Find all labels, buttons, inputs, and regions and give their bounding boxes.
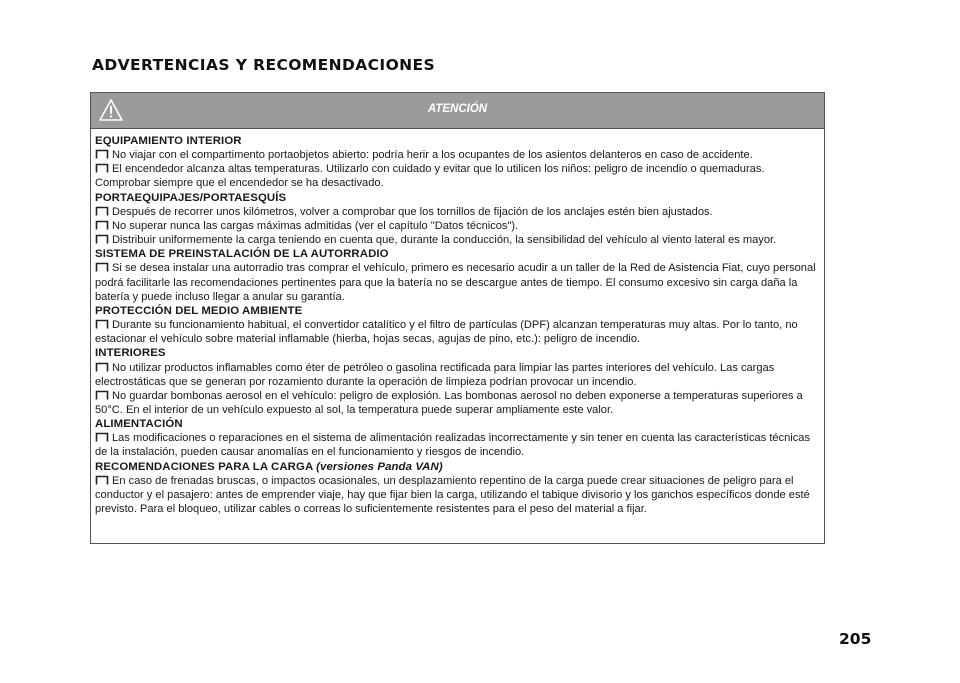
list-item: [95, 162, 819, 190]
section-title: SISTEMA DE PREINSTALACIÓN DE LA AUTORRADIO: [95, 248, 389, 261]
arrow-bullet-icon: [95, 390, 109, 400]
item-text: No viajar con el compartimento portaobjetos abierto: podría herir a los ocupantes de los asientos delanteros en caso de accidente.: [112, 149, 753, 162]
section-title: [95, 460, 819, 474]
arrow-bullet-icon: [95, 220, 109, 230]
page-heading: ADVERTENCIAS Y RECOMENDACIONES: [92, 56, 436, 74]
list-item: [95, 261, 819, 303]
item-text: Después de recorrer unos kilómetros, volver a comprobar que los tornillos de fijación de los anclajes estén bien ajustados.: [112, 205, 713, 218]
page-number: 205: [839, 630, 872, 648]
arrow-bullet-icon: [95, 362, 109, 372]
warning-box: [90, 92, 825, 544]
section-title: EQUIPAMIENTO INTERIOR: [95, 135, 242, 147]
arrow-bullet-icon: [95, 475, 109, 485]
item-text: En caso de frenadas bruscas, o impactos ocasionales, un desplazamiento repentino de la carga puede crear situaciones de peligro para el conductor y el pasajero: antes de emprender viaje, hay que fijar bien la carga, utilizando el tabique divisorio y los ganchos específicos donde esté previsto. Para el bloqueo, utilizar cables o correas lo suficientemente resistentes para el peso del material a fijar.: [95, 474, 810, 516]
list-item: [95, 233, 819, 247]
list-item: [95, 361, 819, 389]
list-item: [95, 389, 819, 417]
section-title: PROTECCIÓN DEL MEDIO AMBIENTE: [95, 304, 303, 317]
list-item: [95, 431, 819, 459]
arrow-bullet-icon: [95, 432, 109, 442]
item-text: Si se desea instalar una autorradio tras comprar el vehículo, primero es necesario acudir a un taller de la Red de Asistencia Fiat, cuyo personal podrá facilitarle las recomendaciones pertinentes para que la batería no se descargue antes de tiempo. El consumo excesivo sin carga daña la batería y puede incluso llegar a anular su garantía.: [95, 262, 816, 303]
item-text: No utilizar productos inflamables como éter de petróleo o gasolina rectificada para limpiar las partes interiores del vehículo. Las cargas electrostáticas que se generan por rozamiento durante la operación de limpieza podrían provocar un incendio.: [95, 361, 775, 388]
arrow-bullet-icon: [95, 163, 109, 173]
section-title-suffix: (versiones Panda VAN): [316, 460, 443, 473]
warning-body: [91, 129, 824, 516]
arrow-bullet-icon: [95, 206, 109, 216]
warning-header: [91, 93, 824, 129]
warning-title: ATENCIÓN: [427, 103, 488, 115]
section-title: ALIMENTACIÓN: [95, 418, 183, 431]
item-text: No guardar bombonas aerosol en el vehículo: peligro de explosión. Las bombonas aerosol no deben exponerse a temperaturas superiores a 50°C. En el interior de un vehículo expuesto al sol, la temperatura puede superar ampliamente este valor.: [95, 389, 803, 416]
item-text: Durante su funcionamiento habitual, el convertidor catalítico y el filtro de partículas (DPF) alcanzan temperaturas muy altas. Por lo tanto, no estacionar el vehículo sobre material inflamable (hierba, hojas secas, agujas de pino, etc.): peligro de incendio.: [95, 319, 798, 346]
list-item: [95, 474, 819, 516]
list-item: [95, 219, 819, 233]
list-item: [95, 148, 819, 162]
arrow-bullet-icon: [95, 319, 109, 329]
arrow-bullet-icon: [95, 149, 109, 159]
item-text: Las modificaciones o reparaciones en el sistema de alimentación realizadas incorrectamente y sin tener en cuenta las características técnicas de la instalación, pueden causar anomalías en el funcionamiento y riesgos de incendio.: [95, 432, 811, 459]
section-title-text: RECOMENDACIONES PARA LA CARGA: [95, 460, 313, 473]
item-text: No superar nunca las cargas máximas admitidas (ver el capítulo "Datos técnicos").: [112, 219, 519, 232]
arrow-bullet-icon: [95, 262, 109, 272]
section-title: PORTAEQUIPAJES/PORTAESQUÍS: [95, 191, 287, 204]
list-item: [95, 318, 819, 346]
item-text: El encendedor alcanza altas temperaturas. Utilizarlo con cuidado y evitar que lo utilicen los niños: peligro de incendio o quemaduras. Comprobar siempre que el encendedor se ha desactivado.: [95, 163, 765, 190]
list-item: [95, 205, 819, 219]
arrow-bullet-icon: [95, 234, 109, 244]
item-text: Distribuir uniformemente la carga teniendo en cuenta que, durante la conducción, la sensibilidad del vehículo al viento lateral es mayor.: [112, 234, 777, 247]
section-title: INTERIORES: [95, 347, 166, 360]
